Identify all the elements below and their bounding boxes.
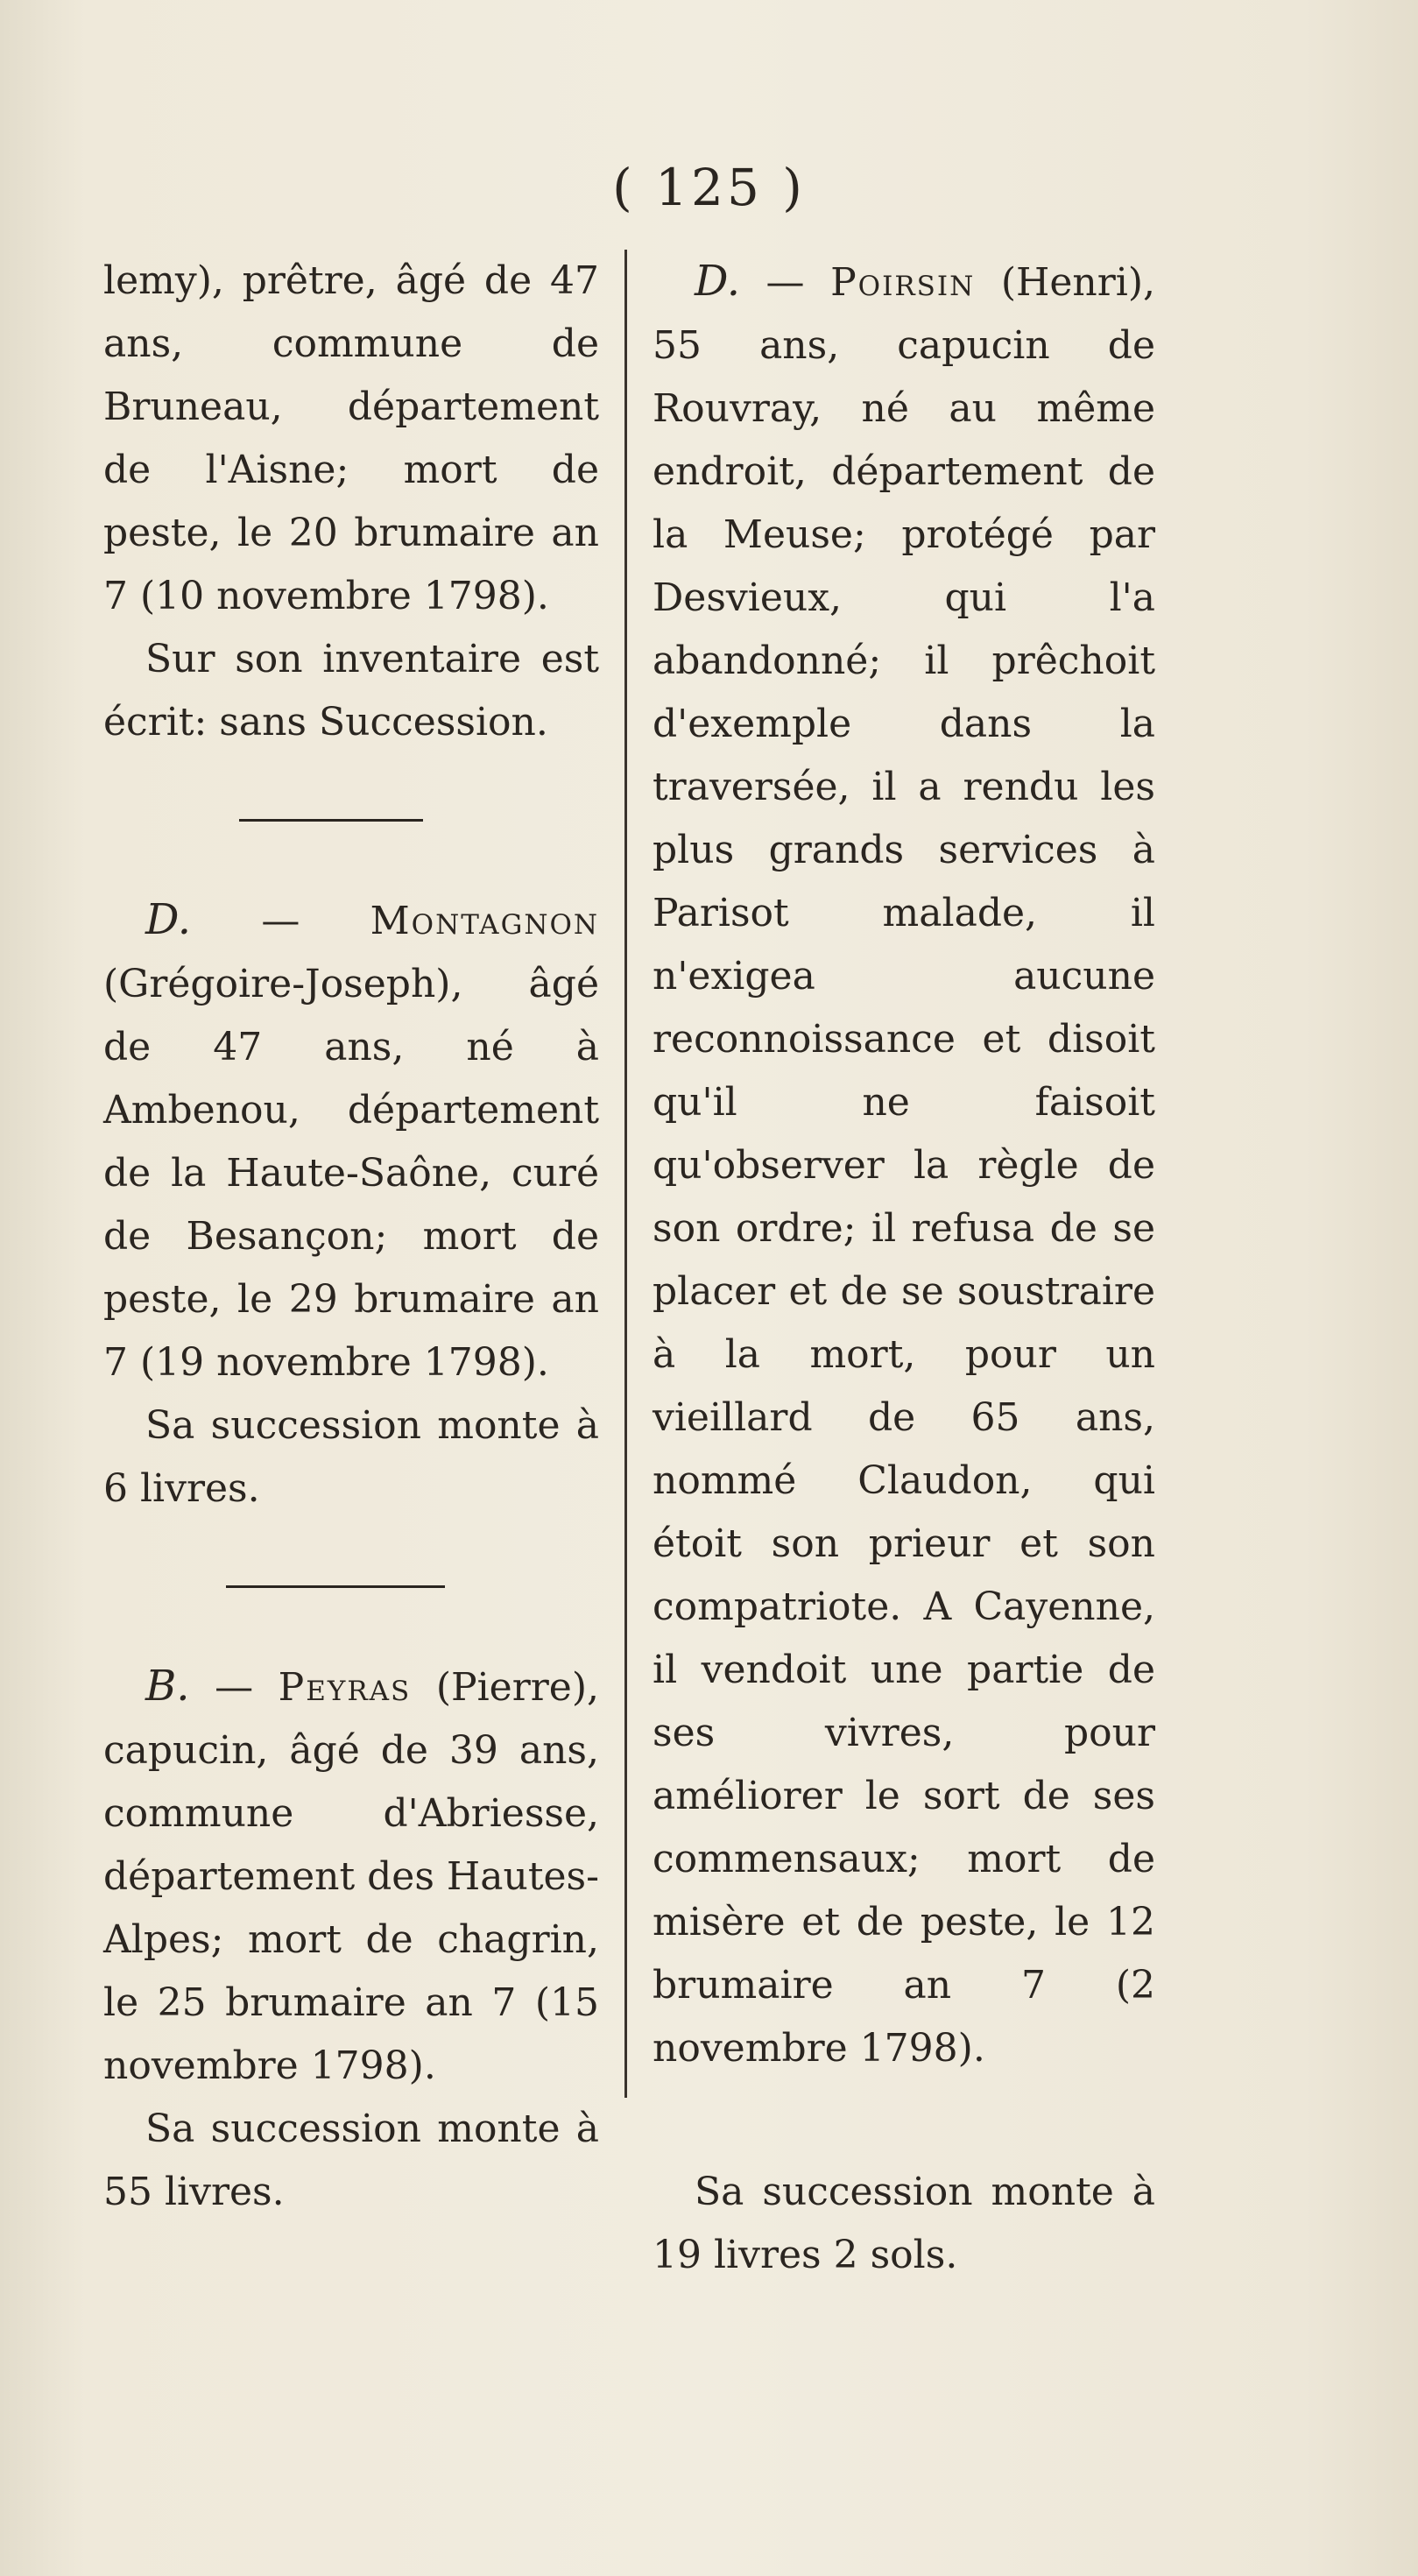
entry-poirsin (653, 250, 1155, 2080)
entry-note: Sa succession monte à 6 livres. (103, 1403, 599, 1511)
entry-name: Peyras (278, 1665, 412, 1710)
entry-mark: D. (695, 257, 741, 306)
entry-mark: B. (145, 1662, 190, 1711)
right-column (653, 250, 1155, 2287)
entry-name: Montagnon (370, 899, 599, 943)
entry-mark: D. (145, 895, 192, 944)
entry-dash: — (189, 1665, 279, 1710)
entry-text: (Grégoire-Joseph), âgé de 47 ans, né à Ambenou, département de la Haute-Saône, curé de Besançon; mort de peste, le 29 brumaire an 7 (19 novembre 1798). (103, 962, 599, 1385)
spacer (653, 2080, 1155, 2161)
entry-dash: — (191, 899, 370, 943)
entry-continued-text: lemy), prêtre, âgé de 47 ans, commune de Bruneau, département de l'Aisne; mort de peste, le 20 brumaire an 7 (10 novembre 1798). (103, 258, 599, 618)
entry-note: Sur son inventaire est écrit: sans Succession. (103, 637, 599, 745)
column-separator (624, 250, 627, 2098)
entry-text: (Pierre), capucin, âgé de 39 ans, commune d'Abriesse, département des Hautes-Alpes; mort de chagrin, le 25 brumaire an 7 (15 novembre 1798). (103, 1665, 600, 2088)
entry-note: Sa succession monte à 19 livres 2 sols. (653, 2170, 1155, 2277)
section-divider (239, 819, 423, 822)
entry-name: Poirsin (830, 260, 976, 305)
entry-montagnon (103, 888, 599, 1394)
entry-text: (Henri), 55 ans, capucin de Rouvray, né au même endroit, département de la Meuse; protégé par Desvieux, qui l'a abandonné; il prêchoit d'exemple dans la traversée, il a rendu les plus grands services à Parisot malade, il n'exigea aucune reconnoissance et disoit qu'il ne faisoit qu'observer la règle de son ordre; il refusa de se placer et de se soustraire à la mort, pour un vieillard de 65 ans, nommé Claudon, qui étoit son prieur et son compatriote. A Cayenne, il vendoit une partie de ses vivres, pour améliorer le sort de ses commensaux; mort de misère et de peste, le 12 brumaire an 7 (2 novembre 1798). (653, 260, 1155, 2071)
entry-dash: — (740, 260, 831, 305)
entry-peyras (103, 1655, 599, 2098)
left-column (103, 250, 599, 2224)
section-divider (226, 1585, 445, 1588)
entry-note: Sa succession monte à 55 livres. (103, 2107, 599, 2214)
page-number: ( 125 ) (612, 158, 806, 217)
